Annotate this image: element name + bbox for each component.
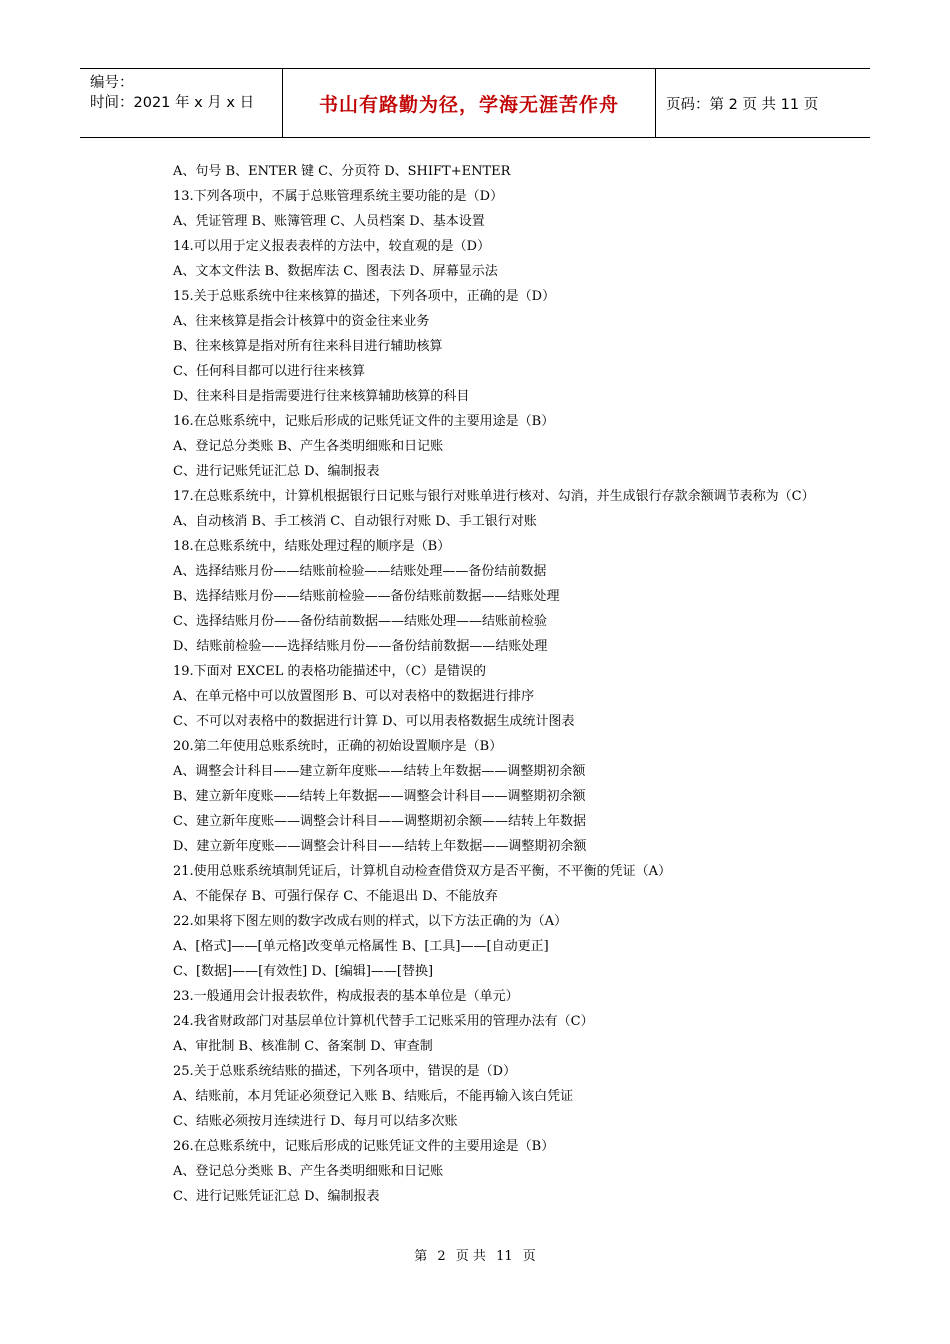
question-line: 22.如果将下图左则的数字改成右则的样式，以下方法正确的为（A） [173, 914, 568, 929]
question-line: C、[数据]——[有效性] D、[编辑]——[替换] [173, 964, 434, 979]
header-motto-cell [283, 69, 656, 137]
question-line: B、建立新年度账——结转上年数据——调整会计科目——调整期初余额 [173, 789, 586, 804]
page-footer [0, 1245, 950, 1264]
question-line: C、不可以对表格中的数据进行计算 D、可以用表格数据生成统计图表 [173, 714, 575, 729]
question-line: 23.一般通用会计报表软件，构成报表的基本单位是（单元） [173, 989, 519, 1004]
question-line: C、进行记账凭证汇总 D、编制报表 [173, 464, 380, 479]
question-line: A、调整会计科目——建立新年度账——结转上年数据——调整期初余额 [173, 764, 586, 779]
question-line: 21.使用总账系统填制凭证后，计算机自动检查借贷双方是否平衡，不平衡的凭证（A） [173, 864, 672, 879]
question-line: 15.关于总账系统中往来核算的描述，下列各项中，正确的是（D） [173, 289, 556, 304]
question-line: B、往来核算是指对所有往来科目进行辅助核算 [173, 339, 443, 354]
question-line: 20.第二年使用总账系统时，正确的初始设置顺序是（B） [173, 739, 503, 754]
question-line: 18.在总账系统中，结账处理过程的顺序是（B） [173, 539, 451, 554]
question-line: A、在单元格中可以放置图形 B、可以对表格中的数据进行排序 [173, 689, 535, 704]
question-list [144, 159, 816, 1209]
question-line: C、任何科目都可以进行往来核算 [173, 364, 365, 379]
footer-mid: 页 共 [455, 1249, 486, 1264]
question-line: 19.下面对 EXCEL 的表格功能描述中，（C）是错误的 [173, 664, 486, 679]
header-page-info: 页码：第 2 页 共 11 页 [666, 96, 819, 113]
question-line: B、选择结账月份——结账前检验——备份结账前数据——结账处理 [173, 589, 560, 604]
question-line: A、登记总分类账 B、产生各类明细账和日记账 [173, 439, 444, 454]
question-line: 25.关于总账系统结账的描述，下列各项中，错误的是（D） [173, 1064, 517, 1079]
question-line: C、进行记账凭证汇总 D、编制报表 [173, 1189, 380, 1204]
question-line: A、不能保存 B、可强行保存 C、不能退出 D、不能放弃 [173, 889, 498, 904]
question-line: D、结账前检验——选择结账月份——备份结前数据——结账处理 [173, 639, 548, 654]
question-line: 17.在总账系统中，计算机根据银行日记账与银行对账单进行核对、勾消，并生成银行存款余额调节表称为（C） [173, 489, 815, 504]
question-line: C、选择结账月份——备份结前数据——结账处理——结账前检验 [173, 614, 547, 629]
footer-suffix: 页 [522, 1249, 536, 1264]
question-line: A、审批制 B、核准制 C、备案制 D、审查制 [173, 1039, 433, 1054]
question-line: D、往来科目是指需要进行往来核算辅助核算的科目 [173, 389, 470, 404]
question-line: A、登记总分类账 B、产生各类明细账和日记账 [173, 1164, 444, 1179]
question-line: A、文本文件法 B、数据库法 C、图表法 D、屏幕显示法 [173, 264, 498, 279]
question-line: 13.下列各项中，不属于总账管理系统主要功能的是（D） [173, 189, 504, 204]
header-meta [80, 69, 283, 137]
question-line: A、自动核消 B、手工核消 C、自动银行对账 D、手工银行对账 [173, 514, 537, 529]
question-line: 26.在总账系统中，记账后形成的记账凭证文件的主要用途是（B） [173, 1139, 555, 1154]
footer-total-pages: 11 [496, 1249, 513, 1264]
question-line: A、凭证管理 B、账簿管理 C、人员档案 D、基本设置 [173, 214, 485, 229]
footer-current-page: 2 [437, 1249, 446, 1264]
question-line: 14.可以用于定义报表表样的方法中，较直观的是（D） [173, 239, 491, 254]
document-number: 编号： [90, 75, 134, 91]
question-line: A、[格式]——[单元格]改变单元格属性 B、[工具]——[自动更正] [173, 939, 549, 954]
footer-prefix: 第 [414, 1249, 428, 1264]
question-line: A、句号 B、ENTER 键 C、分页符 D、SHIFT+ENTER [173, 164, 511, 179]
page-header [80, 68, 870, 138]
question-line: C、结账必须按月连续进行 D、每月可以结多次账 [173, 1114, 458, 1129]
question-line: 16.在总账系统中，记账后形成的记账凭证文件的主要用途是（B） [173, 414, 555, 429]
document-date: 时间：2021 年 x 月 x 日 [90, 95, 255, 111]
question-line: C、建立新年度账——调整会计科目——调整期初余额——结转上年数据 [173, 814, 586, 829]
header-motto: 书山有路勤为径，学海无涯苦作舟 [318, 93, 619, 116]
question-line: A、选择结账月份——结账前检验——结账处理——备份结前数据 [173, 564, 547, 579]
question-line: A、结账前，本月凭证必须登记入账 B、结账后，不能再输入该白凭证 [173, 1089, 574, 1104]
question-line: A、往来核算是指会计核算中的资金往来业务 [173, 314, 430, 329]
question-line: D、建立新年度账——调整会计科目——结转上年数据——调整期初余额 [173, 839, 587, 854]
question-line: 24.我省财政部门对基层单位计算机代替手工记账采用的管理办法有（C） [173, 1014, 594, 1029]
